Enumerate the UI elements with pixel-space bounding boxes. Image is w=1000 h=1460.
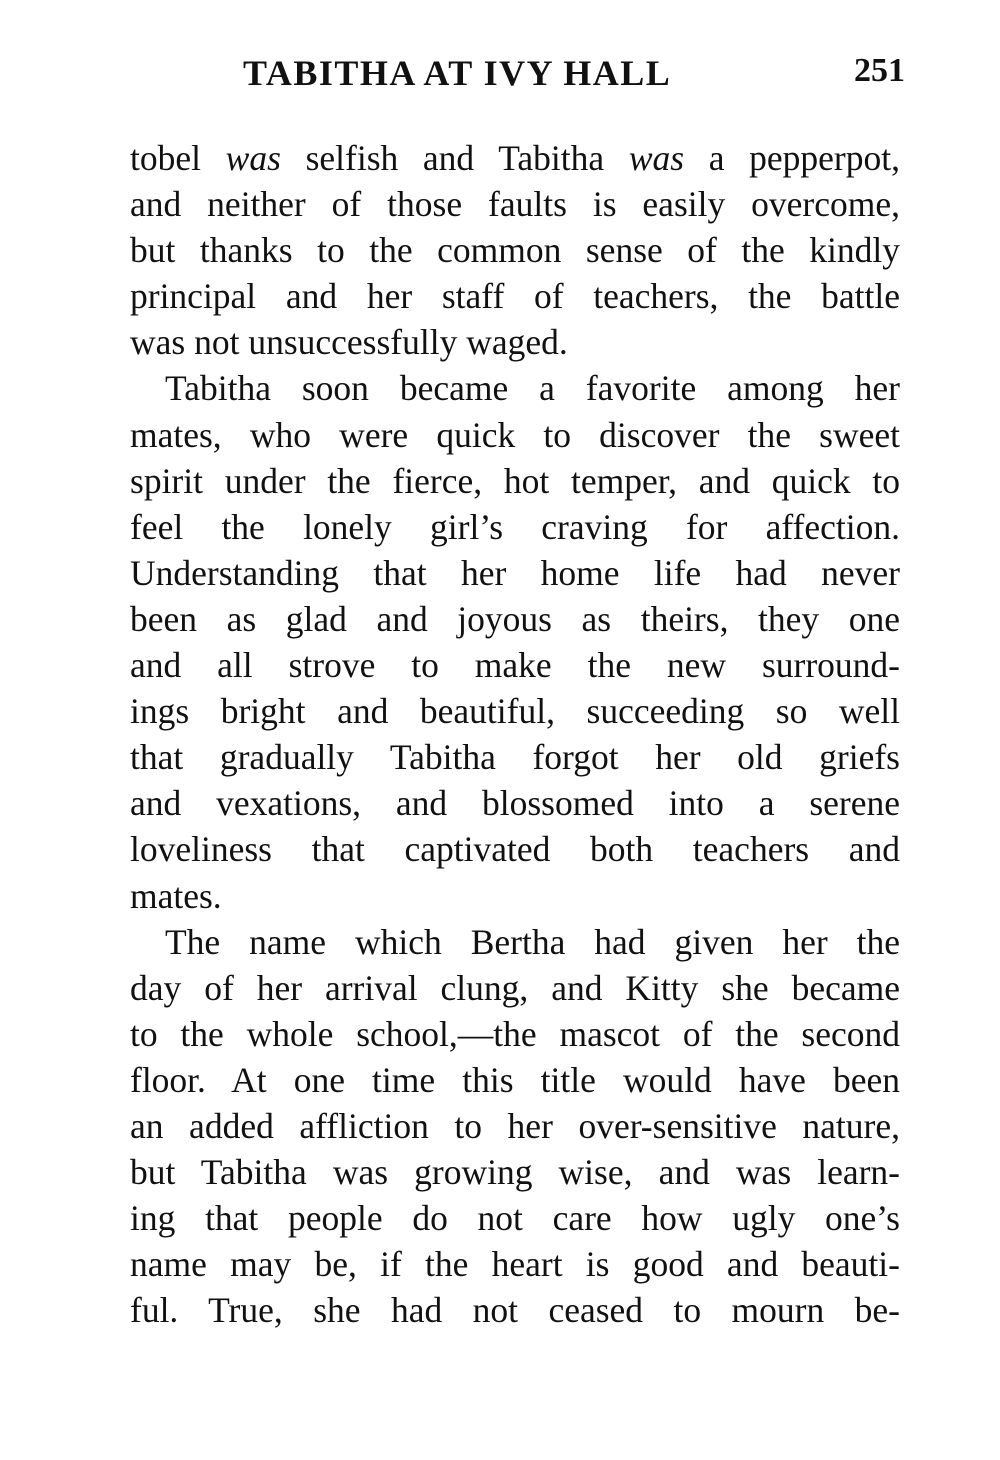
text-line-content: and vexations, and blossomed into a serene — [130, 783, 900, 824]
text-line — [130, 1149, 900, 1195]
text-line-content: an added affliction to her over-sensitive nature, — [130, 1105, 900, 1146]
text-line-content: Understanding that her home life had never — [130, 552, 900, 593]
text-line — [130, 642, 900, 688]
text-line-content: that gradually Tabitha forgot her old griefs — [130, 737, 900, 778]
text-line — [130, 365, 900, 411]
text-line — [130, 550, 900, 596]
text-line-content: name may be, if the heart is good and beauti- — [130, 1244, 900, 1285]
text-line — [130, 181, 900, 227]
text-line — [130, 1241, 900, 1287]
text-line-content: Tabitha soon became a favorite among her — [165, 368, 900, 409]
text-line — [130, 826, 900, 872]
text-line-content: to the whole school,—the mascot of the second — [130, 1013, 900, 1054]
text-line — [130, 780, 900, 826]
text-line — [130, 596, 900, 642]
page-number: 251 — [854, 52, 905, 89]
body-text — [130, 135, 900, 1333]
running-title: TABITHA AT IVY HALL — [243, 53, 672, 93]
text-line-content: principal and her staff of teachers, the battle — [130, 276, 900, 317]
page-header — [243, 52, 905, 98]
text-line — [130, 319, 900, 365]
text-line-content: ing that people do not care how ugly one’s — [130, 1198, 900, 1239]
text-line — [130, 1287, 900, 1333]
text-line-content: feel the lonely girl’s craving for affection. — [130, 506, 900, 547]
text-line-content: mates, who were quick to discover the sweet — [130, 414, 900, 455]
text-line — [130, 135, 900, 181]
text-segment: selfish and Tabitha — [280, 138, 629, 178]
text-line — [130, 504, 900, 550]
text-line-content: floor. At one time this title would have been — [130, 1059, 900, 1100]
text-line — [130, 1103, 900, 1149]
text-line — [130, 1057, 900, 1103]
text-line-content: but Tabitha was growing wise, and was learn- — [130, 1152, 900, 1193]
text-segment: tobel — [130, 138, 226, 178]
text-line-content: but thanks to the common sense of the kindly — [130, 230, 900, 271]
text-line-content: ful. True, she had not ceased to mourn be- — [130, 1290, 900, 1331]
text-segment: a pepperpot, — [684, 138, 900, 178]
text-line — [130, 734, 900, 780]
text-line — [130, 227, 900, 273]
italic-emphasis: was — [225, 138, 281, 178]
text-line — [130, 919, 900, 965]
text-line — [130, 273, 900, 319]
text-line-content: was not unsuccessfully waged. — [130, 322, 568, 363]
text-line — [130, 873, 900, 919]
text-line — [130, 1011, 900, 1057]
text-line-content: and neither of those faults is easily overcome, — [130, 184, 900, 225]
text-line — [130, 688, 900, 734]
text-line-content: been as glad and joyous as theirs, they one — [130, 598, 900, 639]
text-line-content: ings bright and beautiful, succeeding so well — [130, 691, 900, 732]
text-line-content: spirit under the fierce, hot temper, and quick to — [130, 460, 900, 501]
text-line-content: loveliness that captivated both teachers and — [130, 829, 900, 870]
text-line — [130, 1195, 900, 1241]
text-line — [130, 965, 900, 1011]
italic-emphasis: was — [628, 138, 685, 178]
text-line-content: The name which Bertha had given her the — [165, 921, 900, 962]
text-line-content: mates. — [130, 875, 222, 916]
text-line — [130, 412, 900, 458]
text-line — [130, 458, 900, 504]
text-line-content: day of her arrival clung, and Kitty she became — [130, 967, 900, 1008]
text-line-content: and all strove to make the new surround- — [130, 645, 900, 686]
